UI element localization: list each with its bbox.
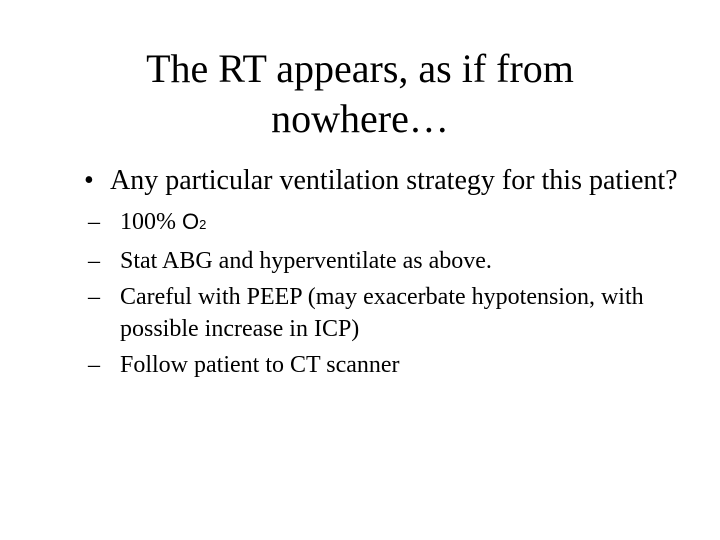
bullet-text: Any particular ventilation strategy for this patient? <box>110 165 678 196</box>
sub-item-oxygen <box>88 206 678 241</box>
sub-item-text: Stat ABG and hyperventilate as above. <box>120 248 492 274</box>
sub-bullet-list <box>88 206 678 381</box>
oxygen-formula <box>182 209 206 234</box>
title-line-1: The RT appears, as if from <box>146 46 574 91</box>
oxygen-symbol: O <box>182 209 200 234</box>
bullet-item <box>84 164 690 381</box>
sub-item-abg <box>88 245 678 277</box>
sub-item-text: Follow patient to CT scanner <box>120 352 400 378</box>
sub-marker: – <box>88 248 100 274</box>
sub-marker: – <box>88 209 100 235</box>
sub-item-text <box>120 206 678 241</box>
sub-marker: – <box>88 352 100 378</box>
sub-item-ct <box>88 349 678 381</box>
sub-marker: – <box>88 284 100 310</box>
sub-item-peep <box>88 281 678 345</box>
slide-title <box>80 44 640 144</box>
bullet-list <box>84 164 690 385</box>
sub-item-text: Careful with PEEP (may exacerbate hypotension, with possible increase in ICP) <box>120 284 644 342</box>
oxygen-subscript: 2 <box>199 217 207 232</box>
title-line-2: nowhere… <box>271 96 449 141</box>
bullet-marker: • <box>84 165 94 196</box>
oxygen-percent: 100% <box>120 209 182 235</box>
